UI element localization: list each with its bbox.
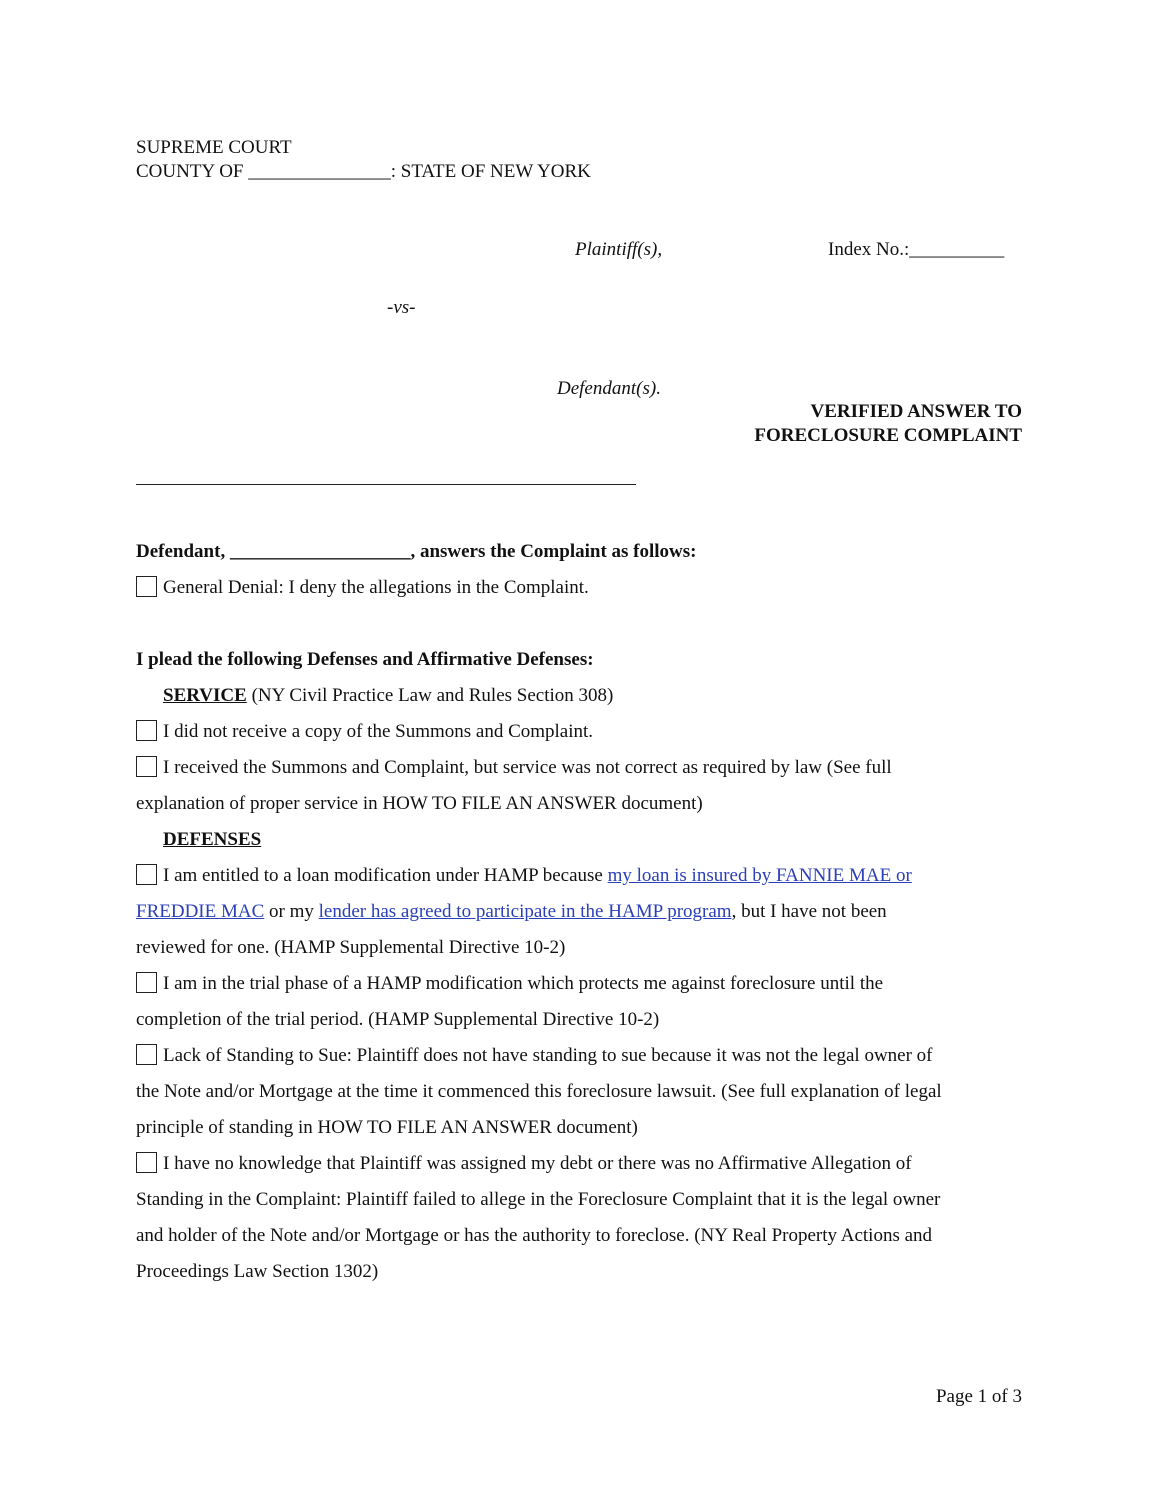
trial-phase-checkbox[interactable]: [136, 972, 157, 993]
assignment-text-line4: Proceedings Law Section 1302): [136, 1261, 379, 1282]
fannie-freddie-link[interactable]: my loan is insured by FANNIE MAE or: [607, 865, 912, 886]
answer-intro: Defendant, ___________________, answers the Complaint as follows:: [136, 541, 697, 562]
plaintiff-label: Plaintiff(s),: [575, 239, 663, 260]
general-denial-text: General Denial: I deny the allegations in the Complaint.: [163, 577, 589, 598]
county-line: COUNTY OF _______________: STATE OF NEW YORK: [136, 161, 591, 182]
versus-label: -vs-: [387, 297, 416, 318]
hamp-text-post: , but I have not been: [731, 901, 887, 922]
improper-service-checkbox[interactable]: [136, 756, 157, 777]
hamp-text-pre: I am entitled to a loan modification under HAMP because: [163, 865, 608, 886]
document-title-line1: VERIFIED ANSWER TO: [810, 401, 1022, 422]
improper-service-text-line2: explanation of proper service in HOW TO FILE AN ANSWER document): [136, 793, 703, 814]
page-number: Page 1 of 3: [935, 1386, 1022, 1407]
trial-phase-text-line1: I am in the trial phase of a HAMP modification which protects me against foreclosure until the: [163, 973, 884, 994]
document-title-line2: FORECLOSURE COMPLAINT: [754, 425, 1022, 446]
improper-service-text-line1: I received the Summons and Complaint, but service was not correct as required by law (See full: [163, 757, 892, 778]
general-denial-checkbox[interactable]: [136, 576, 157, 597]
service-note: (NY Civil Practice Law and Rules Section 308): [246, 685, 614, 706]
hamp-text-mid: or my: [264, 901, 319, 922]
no-summons-checkbox[interactable]: [136, 720, 157, 741]
standing-text-line2: the Note and/or Mortgage at the time it commenced this foreclosure lawsuit. (See full explanation of legal: [136, 1081, 942, 1102]
hamp-text-line2: [136, 900, 887, 924]
standing-text-line1: Lack of Standing to Sue: Plaintiff does not have standing to sue because it was not the legal owner of: [163, 1045, 933, 1066]
standing-text-line3: principle of standing in HOW TO FILE AN ANSWER document): [136, 1117, 638, 1138]
court-name: SUPREME COURT: [136, 137, 292, 158]
assignment-checkbox[interactable]: [136, 1152, 157, 1173]
standing-checkbox[interactable]: [136, 1044, 157, 1065]
caption-divider: [136, 484, 636, 485]
service-section: [163, 684, 613, 708]
hamp-text-line3: reviewed for one. (HAMP Supplemental Directive 10-2): [136, 937, 566, 958]
hamp-lender-link[interactable]: lender has agreed to participate in the HAMP program: [318, 901, 732, 922]
no-summons-text: I did not receive a copy of the Summons and Complaint.: [163, 721, 594, 742]
trial-phase-text-line2: completion of the trial period. (HAMP Supplemental Directive 10-2): [136, 1009, 660, 1030]
hamp-text-line1: [163, 864, 912, 888]
assignment-text-line1: I have no knowledge that Plaintiff was assigned my debt or there was no Affirmative Allegation of: [163, 1153, 912, 1174]
hamp-checkbox[interactable]: [136, 864, 157, 885]
defenses-heading: I plead the following Defenses and Affirmative Defenses:: [136, 649, 594, 670]
defendant-label: Defendant(s).: [557, 378, 661, 399]
index-number: Index No.:__________: [828, 239, 1005, 260]
defenses-subheading: DEFENSES: [163, 829, 262, 850]
freddie-mac-link[interactable]: FREDDIE MAC: [136, 901, 265, 922]
assignment-text-line2: Standing in the Complaint: Plaintiff failed to allege in the Foreclosure Complaint that it is the legal owner: [136, 1189, 941, 1210]
assignment-text-line3: and holder of the Note and/or Mortgage or has the authority to foreclose. (NY Real Property Actions and: [136, 1225, 933, 1246]
service-heading: SERVICE: [163, 685, 247, 706]
